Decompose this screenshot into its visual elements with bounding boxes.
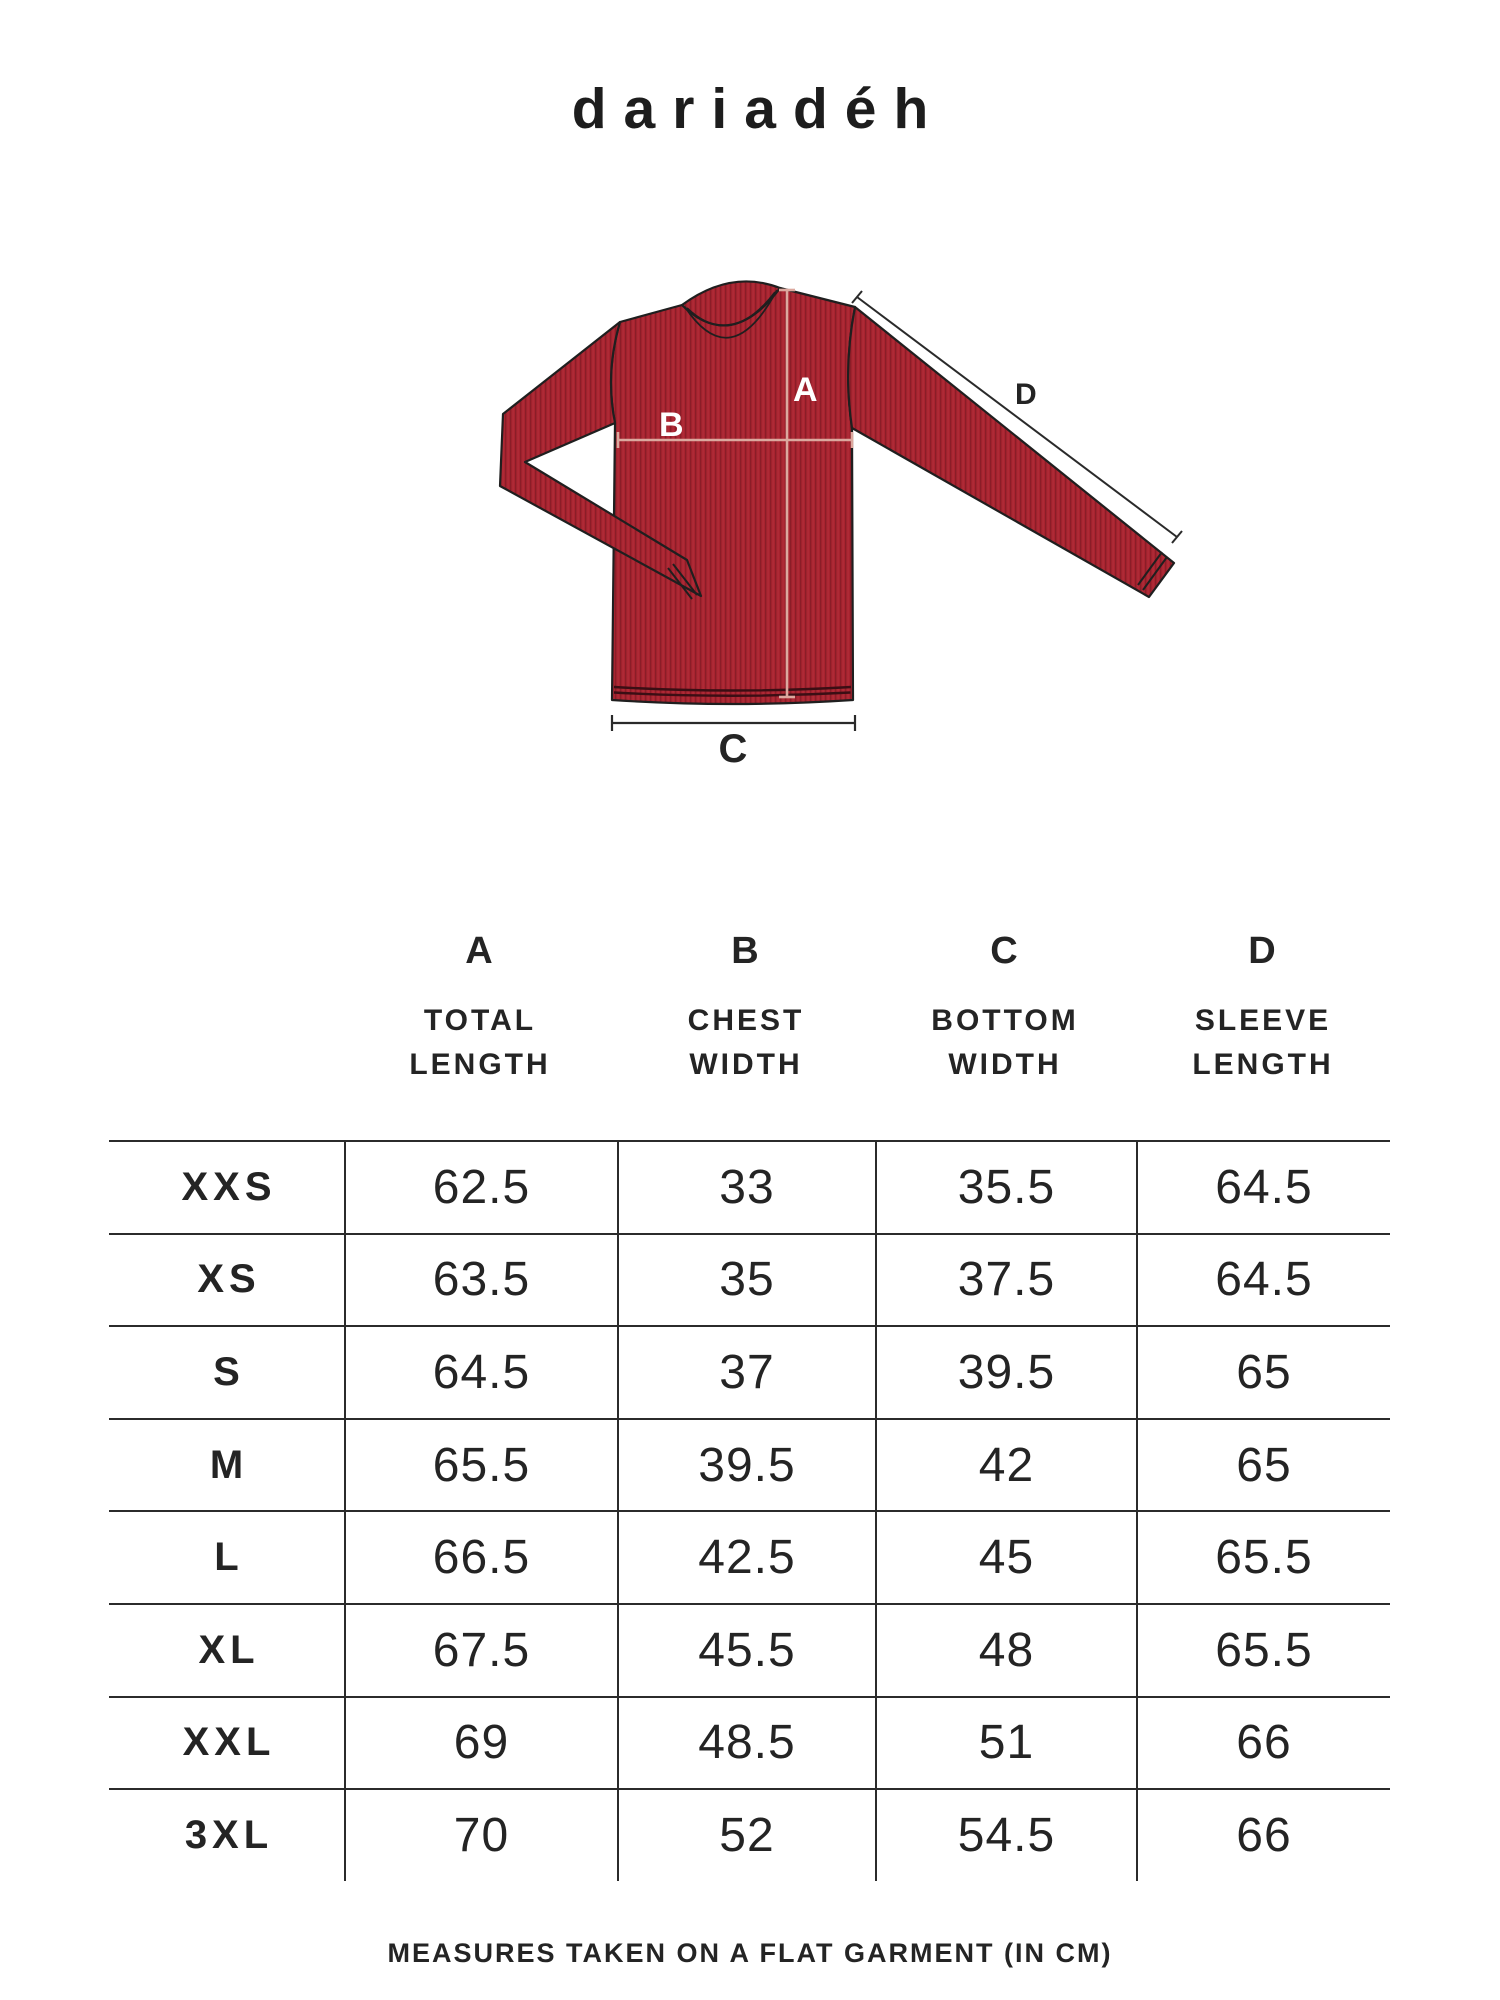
table-cell: 66 (1136, 1788, 1390, 1881)
table-cell: 66.5 (344, 1510, 617, 1603)
table-cell: 37.5 (875, 1233, 1136, 1326)
column-label-sleeve-length (1113, 999, 1413, 1087)
size-row-label: S (109, 1325, 344, 1418)
table-cell: 62.5 (344, 1140, 617, 1233)
table-cell: 66 (1136, 1696, 1390, 1789)
shirt-diagram (385, 218, 1185, 763)
column-letter-d: D (1248, 930, 1278, 972)
table-cell: 65.5 (344, 1418, 617, 1511)
table-cell: 52 (617, 1788, 875, 1881)
size-table (109, 1140, 1390, 1881)
table-cell: 35 (617, 1233, 875, 1326)
measure-label-a: A (793, 371, 818, 409)
table-cell: 45.5 (617, 1603, 875, 1696)
brand-logo: dariadéh (571, 77, 946, 141)
column-label-total-length (330, 999, 630, 1087)
size-row-label: L (109, 1510, 344, 1603)
table-cell: 39.5 (875, 1325, 1136, 1418)
column-letter-c: C (990, 930, 1020, 972)
column-label-bottom-width (855, 999, 1155, 1087)
size-row-label: XL (109, 1603, 344, 1696)
table-cell: 64.5 (1136, 1140, 1390, 1233)
column-label-line: BOTTOM (931, 1004, 1079, 1037)
size-row-label: 3XL (109, 1788, 344, 1881)
column-label-line: CHEST (687, 1004, 805, 1037)
table-cell: 33 (617, 1140, 875, 1233)
measure-label-b: B (659, 406, 684, 444)
column-label-line: TOTAL (423, 1004, 537, 1037)
measure-label-c: C (718, 727, 748, 763)
column-label-line: WIDTH (948, 1048, 1062, 1081)
table-cell: 70 (344, 1788, 617, 1881)
shirt-body (611, 288, 855, 704)
column-letter-a: A (465, 930, 495, 972)
table-cell: 42 (875, 1418, 1136, 1511)
size-row-label: XS (109, 1233, 344, 1326)
column-label-line: LENGTH (409, 1048, 551, 1081)
table-cell: 65 (1136, 1418, 1390, 1511)
table-cell: 64.5 (1136, 1233, 1390, 1326)
size-row-label: M (109, 1418, 344, 1511)
table-cell: 35.5 (875, 1140, 1136, 1233)
size-row-label: XXL (109, 1696, 344, 1789)
table-cell: 48 (875, 1603, 1136, 1696)
column-label-line: SLEEVE (1194, 1004, 1332, 1037)
measurement-note: MEASURES TAKEN ON A FLAT GARMENT (IN CM) (387, 1938, 1113, 1968)
table-cell: 42.5 (617, 1510, 875, 1603)
table-cell: 65.5 (1136, 1603, 1390, 1696)
table-cell: 69 (344, 1696, 617, 1789)
column-letter-b: B (731, 930, 761, 972)
table-cell: 65.5 (1136, 1510, 1390, 1603)
table-cell: 54.5 (875, 1788, 1136, 1881)
table-cell: 45 (875, 1510, 1136, 1603)
table-cell: 39.5 (617, 1418, 875, 1511)
table-cell: 63.5 (344, 1233, 617, 1326)
table-cell: 51 (875, 1696, 1136, 1789)
column-label-line: WIDTH (689, 1048, 803, 1081)
column-label-line: LENGTH (1192, 1048, 1334, 1081)
table-cell: 65 (1136, 1325, 1390, 1418)
table-cell: 48.5 (617, 1696, 875, 1789)
shirt-right-sleeve (848, 307, 1174, 597)
table-cell: 37 (617, 1325, 875, 1418)
measure-label-d: D (1015, 378, 1037, 411)
table-cell: 64.5 (344, 1325, 617, 1418)
size-row-label: XXS (109, 1140, 344, 1233)
column-label-chest-width (596, 999, 896, 1087)
table-cell: 67.5 (344, 1603, 617, 1696)
